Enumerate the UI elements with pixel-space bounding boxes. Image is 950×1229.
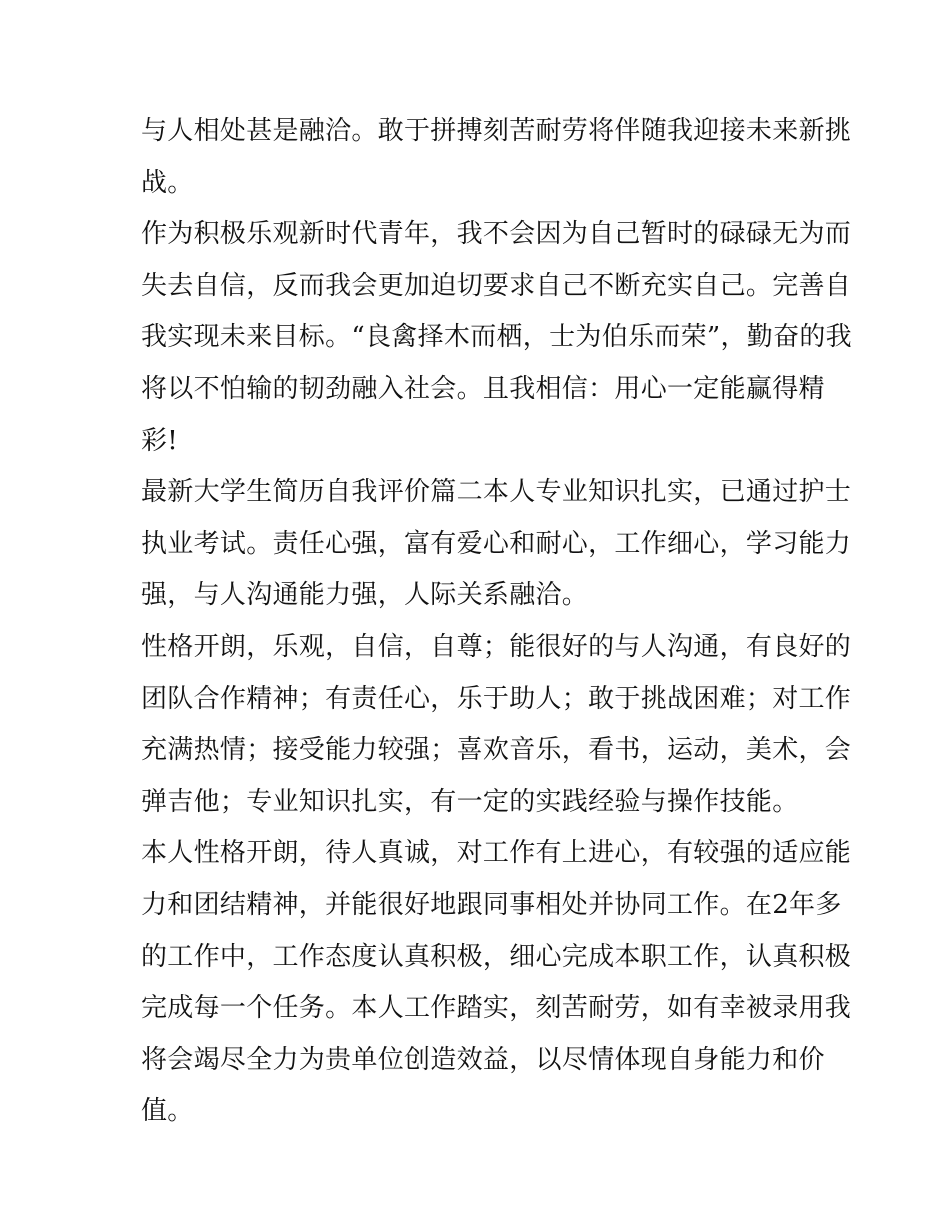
text-line: 完成每一个任务。本人工作踏实，刻苦耐劳，如有幸被录用我 bbox=[141, 993, 852, 1024]
text-line: 最新大学生简历自我评价篇二本人专业知识扎实，已通过护士 bbox=[141, 477, 852, 508]
paragraph-1 bbox=[141, 106, 852, 209]
paragraph-4 bbox=[141, 622, 852, 828]
text-line: 的工作中，工作态度认真积极，细心完成本职工作，认真积极 bbox=[141, 941, 852, 972]
text-line: 弹吉他；专业知识扎实，有一定的实践经验与操作技能。 bbox=[141, 786, 799, 817]
text-line: 我实现未来目标。“良禽择木而栖，士为伯乐而荣”，勤奋的我 bbox=[141, 322, 852, 353]
text-line: 团队合作精神；有责任心，乐于助人；敢于挑战困难；对工作 bbox=[141, 683, 852, 714]
text-line: 将以不怕输的韧劲融入社会。且我相信：用心一定能赢得精 bbox=[141, 373, 825, 404]
text-line: 值。 bbox=[141, 1096, 194, 1127]
document-body bbox=[141, 106, 852, 1138]
text-line: 强，与人沟通能力强，人际关系融洽。 bbox=[141, 580, 589, 611]
text-line: 性格开朗，乐观，自信，自尊；能很好的与人沟通，有良好的 bbox=[141, 631, 852, 662]
text-line: 执业考试。责任心强，富有爱心和耐心，工作细心，学习能力 bbox=[141, 528, 852, 559]
text-line: 作为积极乐观新时代青年，我不会因为自己暂时的碌碌无为而 bbox=[141, 219, 852, 250]
text-line: 彩! bbox=[141, 425, 179, 456]
text-line: 将会竭尽全力为贵单位创造效益，以尽情体现自身能力和价 bbox=[141, 1044, 825, 1075]
paragraph-3 bbox=[141, 467, 852, 622]
text-line: 力和团结精神，并能很好地跟同事相处并协同工作。在2年多 bbox=[141, 889, 842, 920]
paragraph-5 bbox=[141, 828, 852, 1138]
text-line: 与人相处甚是融洽。敢于拼搏刻苦耐劳将伴随我迎接未来新挑 bbox=[141, 116, 852, 146]
text-line: 充满热情；接受能力较强；喜欢音乐，看书，运动，美术，会 bbox=[141, 735, 852, 766]
text-line: 本人性格开朗，待人真诚，对工作有上进心，有较强的适应能 bbox=[141, 838, 852, 869]
text-line: 失去自信，反而我会更加迫切要求自己不断充实自己。完善自 bbox=[141, 270, 852, 301]
paragraph-2 bbox=[141, 209, 852, 467]
text-line: 战。 bbox=[141, 167, 194, 198]
